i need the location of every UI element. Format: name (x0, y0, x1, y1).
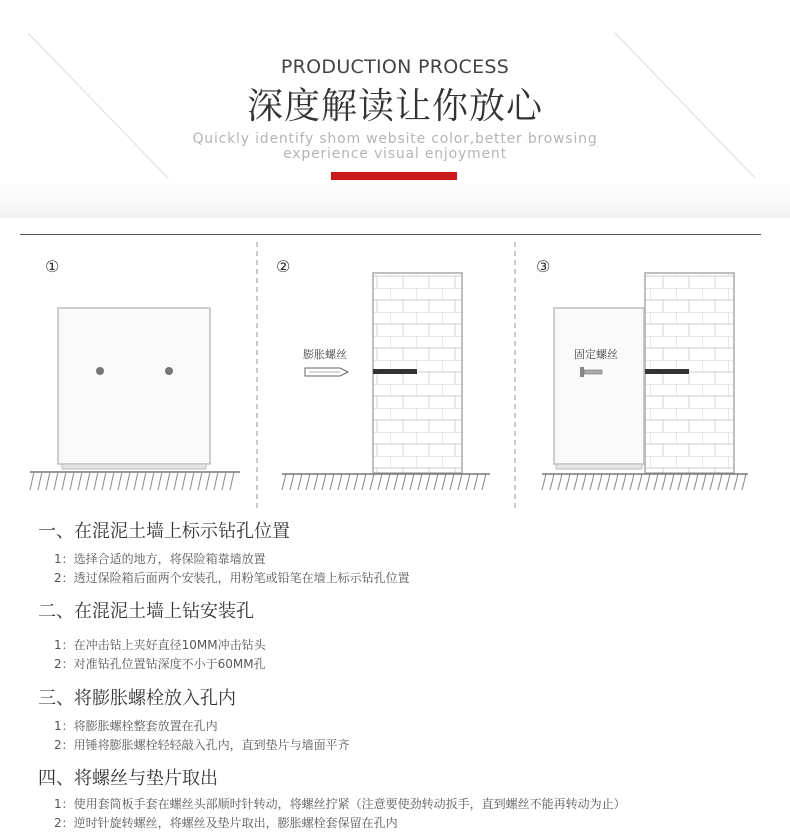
ground-hatch-2 (282, 474, 486, 490)
step-2-line-1: 1：在冲击钻上夹好直径10MM冲击钻头 (54, 638, 266, 652)
subtitle-line-2: experience visual enjoyment (283, 146, 507, 162)
step-3-line-2: 2：用锤将膨胀螺栓轻轻敲入孔内，直到垫片与墙面平齐 (54, 738, 350, 752)
subtitle-line-1: Quickly identify shom website color,better browsing (192, 131, 598, 147)
step1-number: ① (45, 257, 60, 276)
header-fade (0, 180, 790, 218)
installation-diagrams (0, 240, 790, 510)
drilled-anchor-3 (645, 369, 689, 374)
chinese-title: 深度解读让你放心 (246, 86, 543, 127)
mount-hole-right (165, 367, 173, 375)
step-4-title: 四、将螺丝与垫片取出 (38, 768, 218, 789)
step-4-line-2: 2：逆时针旋转螺丝，将螺丝及垫片取出，膨胀螺栓套保留在孔内 (54, 816, 398, 830)
step2-number: ② (276, 257, 291, 276)
expansion-screw-icon (305, 368, 348, 376)
step-1-line-2: 2：透过保险箱后面两个安装孔，用粉笔或铅笔在墙上标示钻孔位置 (54, 571, 410, 585)
ground-hatch-1 (30, 472, 234, 490)
diagram-step-3 (536, 257, 748, 490)
safe-base (62, 464, 206, 469)
step-1-title: 一、在混泥土墙上标示钻孔位置 (38, 521, 290, 542)
safe-side-base (556, 464, 642, 469)
expansion-screw-label: 膨胀螺丝 (303, 348, 347, 361)
step-3-title: 三、将膨胀螺栓放入孔内 (38, 688, 236, 709)
drilled-anchor-2 (373, 369, 417, 374)
step-1-line-1: 1：选择合适的地方，将保险箱靠墙放置 (54, 552, 266, 566)
step3-number: ③ (536, 257, 551, 276)
diagram-step-1 (30, 257, 240, 490)
title-accent-bar (331, 172, 457, 180)
step-3-line-1: 1：将膨胀螺栓整套放置在孔内 (54, 719, 218, 733)
step-2-line-2: 2：对准钻孔位置钻深度不小于60MM孔 (54, 657, 266, 671)
fixing-screw-label: 固定螺丝 (574, 348, 618, 361)
mount-hole-left (96, 367, 104, 375)
step-2-title: 二、在混泥土墙上钻安装孔 (38, 601, 254, 622)
safe-side (554, 308, 644, 464)
english-title: PRODUCTION PROCESS (280, 56, 510, 78)
diagram-top-divider (20, 234, 761, 235)
safe-body (58, 308, 210, 464)
ground-hatch-3 (542, 474, 746, 490)
diagram-step-2 (276, 257, 490, 490)
header-bottom-line (0, 216, 790, 217)
step-4-line-1: 1：使用套筒板手套在螺丝头部顺时针转动，将螺丝拧紧（注意要使劲转动扳手，直到螺丝不能再转动为止） (54, 797, 626, 811)
header-section (0, 0, 790, 215)
